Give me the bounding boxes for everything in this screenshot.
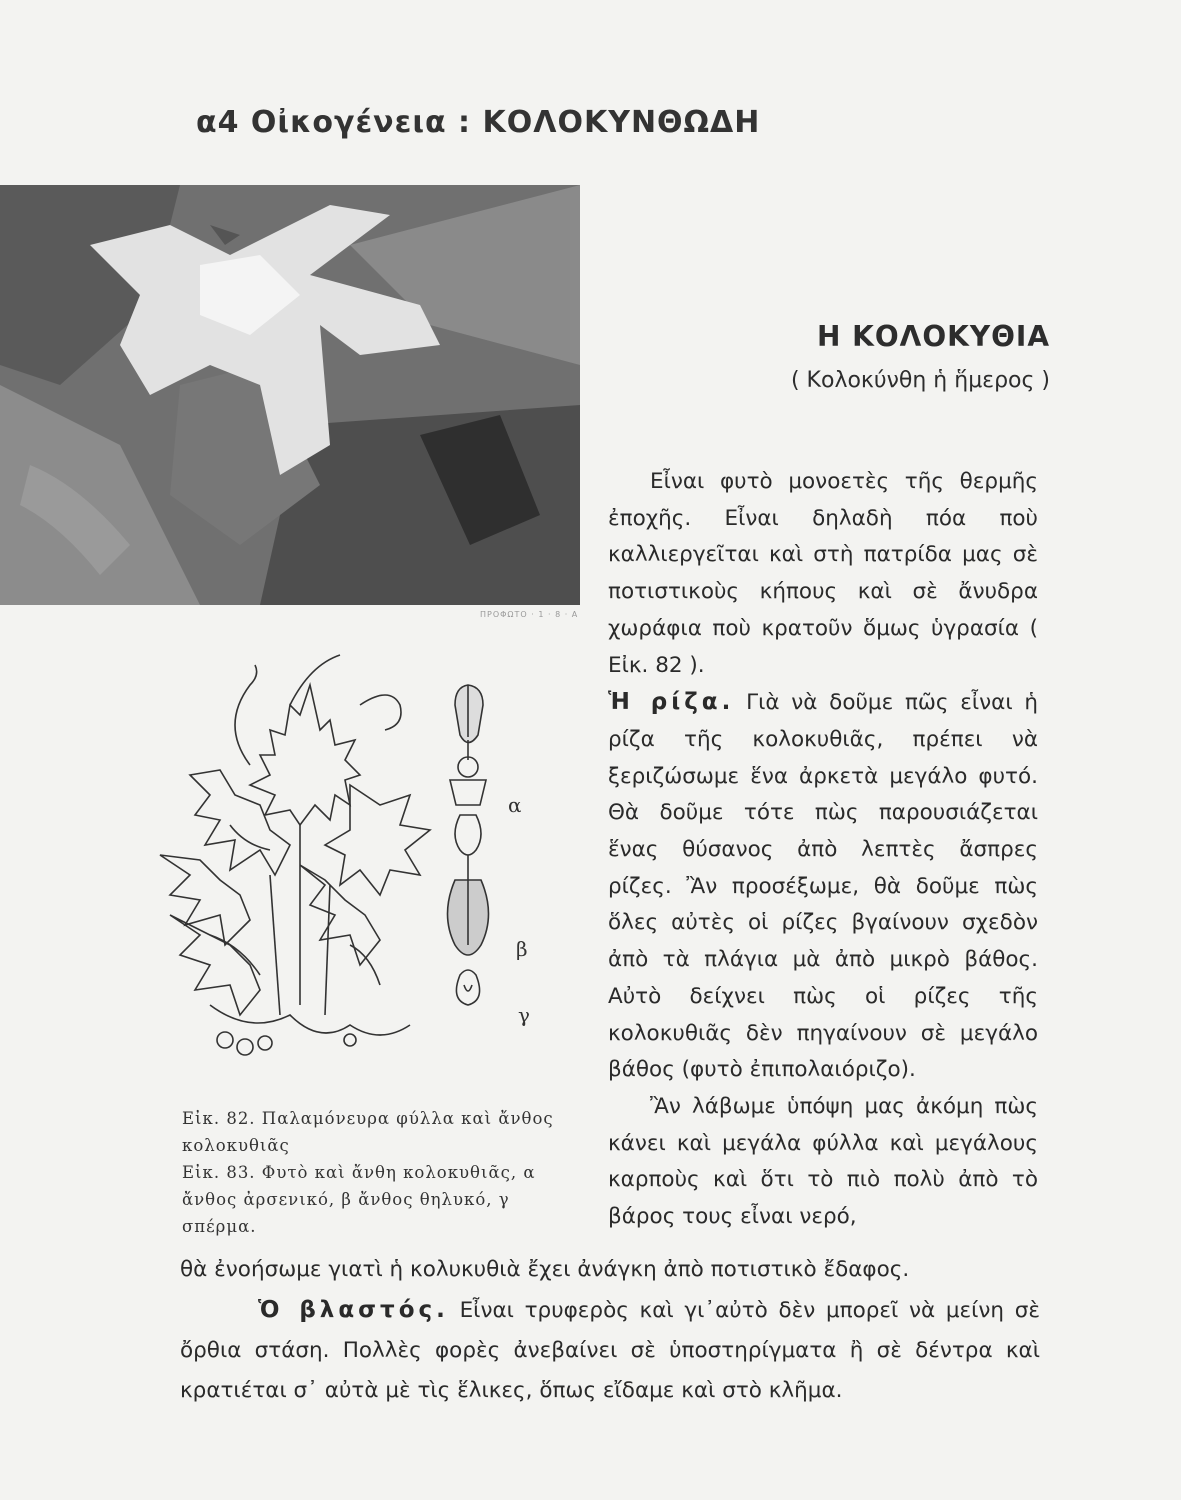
stem-text: Εἶναι τρυφερὸς καὶ γι᾽αὐτὸ δὲν μπορεῖ νὰ μείνη σὲ ὄρθια στάση. Πολλὲς φορὲς ἀνεβαίνει σὲ ὑποστηρίγματα ἢ σὲ δέντρα καὶ κρατιέται σ᾽ αὐτὰ μὲ τὶς ἕλικες, ὅπως εἴδαμε καὶ στὸ κλῆμα.: [180, 1298, 1040, 1403]
stem-heading: Ὁ βλαστός.: [258, 1297, 449, 1323]
figure-label-b: β: [516, 937, 528, 961]
plant-drawing: [150, 645, 570, 1085]
caption-fig83: Εἰκ. 83. Φυτὸ καὶ ἄνθη κολοκυθιᾶς, α ἄνθος ἀρσενικό, β ἄνθος θηλυκό, γ σπέρμα.: [182, 1163, 536, 1236]
root-text: Γιὰ νὰ δοῦμε πῶς εἶναι ἡ ρίζα τῆς κολοκυθιᾶς, πρέπει νὰ ξεριζώσωμε ἕνα ἀρκετὰ μεγάλο φυτό. Θὰ δοῦμε τότε πὼς παρουσιάζεται ἕνας θύσανος ἀπὸ λεπτὲς ἄσπρες ρίζες. Ἂν προσέξωμε, θὰ δοῦμε πὼς ὅλες αὐτὲς οἱ ρίζες βγαίνουν σχεδὸν ἀπὸ τὰ πλάγια μὰ ἀπὸ μικρὸ βάθος. Αὐτὸ δείχνει πὼς οἱ ρίζες τῆς κολοκυθιᾶς δὲν πηγαίνουν σὲ μεγάλο βάθος (φυτὸ ἐπιπολαιόριζο).: [608, 690, 1038, 1083]
right-column-text: [608, 464, 1038, 1236]
photo-credit: ΠΡΟΦΩΤΟ · 1 · 8 · Α: [480, 610, 579, 619]
paragraph-root: [608, 684, 1038, 1089]
figure-label-a: α: [508, 793, 522, 817]
caption-fig82: Εἰκ. 82. Παλαμόνευρα φύλλα καὶ ἄνθος κολοκυθιᾶς: [182, 1109, 554, 1155]
paragraph-conclusion: θὰ ἐνοήσωμε γιατὶ ἡ κολυκυθιὰ ἔχει ἀνάγκη ἀπὸ ποτιστικὸ ἔδαφος.: [180, 1257, 910, 1282]
paragraph-stem: [180, 1290, 1040, 1411]
page-header: α4 Οἰκογένεια : ΚΟΛΟΚΥΝΘΩΔΗ: [196, 105, 761, 140]
pumpkin-plant-illustration: [150, 645, 570, 1085]
section-subtitle: ( Κολοκύνθη ἡ ἥμερος ): [790, 368, 1050, 393]
figure-label-g: γ: [518, 1003, 530, 1027]
section-title: Η ΚΟΛΟΚΥΘΙΑ: [816, 320, 1050, 353]
figure-captions: [182, 1105, 582, 1240]
flower-photo-image: [0, 185, 580, 605]
paragraph-intro: Εἶναι φυτὸ μονοετὲς τῆς θερμῆς ἐποχῆς. Εἶναι δηλαδὴ πόα ποὺ καλλιεργεῖται καὶ στὴ πατρίδα μας σὲ ποτιστικοὺς κήπους καὶ σὲ ἄνυδρα χωράφια ποὺ κρατοῦν ὅμως ὑγρασία ( Εἰκ. 82 ).: [608, 469, 1038, 678]
flower-photo: [0, 185, 580, 605]
root-heading: Ἡ ρίζα.: [608, 689, 735, 716]
paragraph-leaves: Ἂν λάβωμε ὑπόψη μας ἀκόμη πὼς κάνει καὶ μεγάλα φύλλα καὶ μεγάλους καρποὺς καὶ ὅτι τὸ πιὸ πολὺ ἀπὸ τὸ βάρος τους εἶναι νερό,: [608, 1093, 1038, 1230]
full-width-text: [180, 1250, 1040, 1411]
